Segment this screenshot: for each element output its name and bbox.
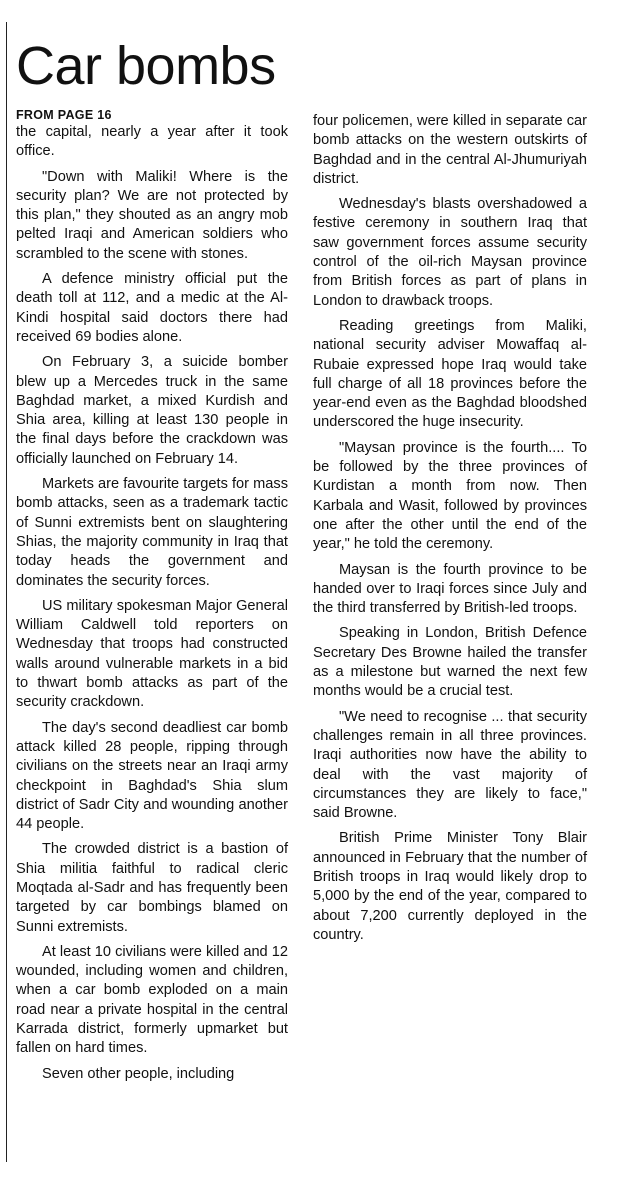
paragraph: On February 3, a suicide bomber blew up a Mercedes truck in the same Baghdad market, a mixed Kurdish and Shia area, killing at least 130 people in the final days before the crackdown was officially launched on February 14. bbox=[16, 354, 288, 467]
paragraph: The crowded district is a bastion of Shia militia faithful to radical cleric Moqtada al-Sadr and has frequently been targeted by car bombings blamed on Sunni extremists. bbox=[16, 841, 288, 935]
paragraph: Maysan is the fourth province to be handed over to Iraqi forces since July and the third transferred by British-led troops. bbox=[313, 561, 587, 617]
headline: Car bombs bbox=[16, 36, 276, 96]
paragraph: "Down with Maliki! Where is the security plan? We are not protected by this plan," they shouted as an angry mob pelted Iraqi and American soldiers who scrambled to the scene with stones. bbox=[16, 168, 288, 262]
paragraph: At least 10 civilians were killed and 12 wounded, including women and children, when a car bomb exploded on a main road near a private hospital in the central Karrada district, formerly upmarket but fallen on hard times. bbox=[16, 943, 288, 1057]
paragraph: Reading greetings from Maliki, national security adviser Mowaffaq al-Rubaie expressed hope Iraq would take full charge of all 18 provinces before the year-end even as the Baghdad bloodshed underscored the huge insecurity. bbox=[313, 317, 587, 431]
paragraph: four policemen, were killed in separate car bomb attacks on the western outskirts of Baghdad and in the central Al-Jhumuriyah district. bbox=[313, 113, 587, 187]
paragraph: Speaking in London, British Defence Secretary Des Browne hailed the transfer as a milestone but warned the next few months would be a crucial test. bbox=[313, 625, 587, 700]
paragraph: The day's second deadliest car bomb attack killed 28 people, ripping through civilians on the streets near an Iraqi army checkpoint in Baghdad's Shia slum district of Sadr City and wounding another 44 people. bbox=[16, 719, 288, 833]
paragraph: "We need to recognise ... that security challenges remain in all three provinces. Iraqi authorities now have the ability to deal with the vast majority of circumstances they are likely to face," said Browne. bbox=[313, 708, 587, 822]
paragraph: Markets are favourite targets for mass bomb attacks, seen as a trademark tactic of Sunni extremists bent on slaughtering Shias, the majority community in Iraq that today heads the government and dominates the security forces. bbox=[16, 476, 288, 589]
paragraph: "Maysan province is the fourth.... To be followed by the three provinces of Kurdistan a month from now. Then Karbala and Wasit, followed by provinces one after the other until the end of the year," he told the ceremony. bbox=[313, 439, 587, 553]
paragraph: the capital, nearly a year after it took office. bbox=[16, 124, 288, 160]
continued-from-label: FROM PAGE 16 bbox=[16, 108, 112, 122]
paragraph: Seven other people, including bbox=[42, 1065, 235, 1082]
paragraph: Wednesday's blasts overshadowed a festive ceremony in southern Iraq that saw government forces assume security control of the oil-rich Maysan province from British forces as part of plans in London to drawback troops. bbox=[313, 196, 587, 309]
article-column-right bbox=[313, 112, 587, 951]
column-rule bbox=[6, 22, 7, 1162]
paragraph: US military spokesman Major General William Caldwell told reporters on Wednesday that troops had constructed walls around vulnerable markets in a bid to thwart bomb attacks as part of the security crackdown. bbox=[16, 597, 288, 711]
paragraph: A defence ministry official put the death toll at 112, and a medic at the Al-Kindi hospital said doctors there had received 69 bodies alone. bbox=[16, 271, 288, 345]
article-column-left bbox=[16, 108, 288, 1090]
paragraph: British Prime Minister Tony Blair announced in February that the number of British troops in Iraq would likely drop to 5,000 by the end of the year, compared to about 7,200 currently deployed in the country. bbox=[313, 830, 587, 943]
